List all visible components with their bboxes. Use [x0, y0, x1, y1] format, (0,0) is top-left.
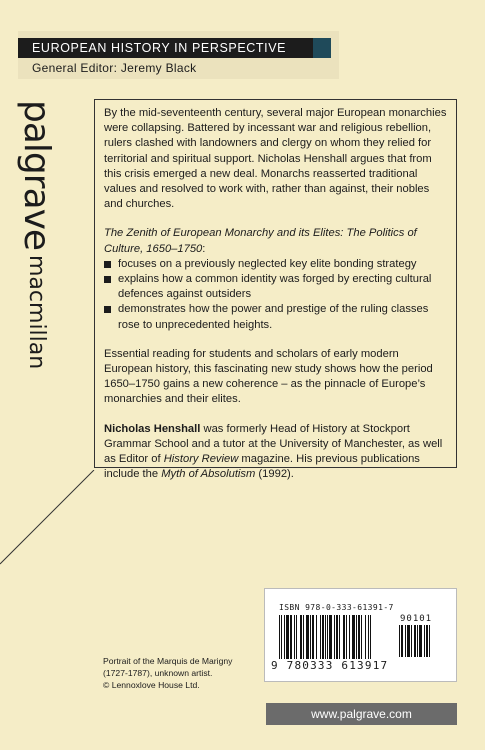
barcode-stripe: [429, 625, 430, 657]
list-item: focuses on a previously neglected key elite bonding strategy: [104, 257, 448, 272]
barcode-stripe: [312, 615, 314, 659]
barcode-stripe: [303, 615, 304, 659]
barcode-stripe: [339, 615, 340, 659]
barcode-stripe: [336, 615, 338, 659]
barcode-stripe: [419, 625, 422, 657]
barcode-stripe: [370, 615, 371, 659]
logo-macmillan: macmillan: [24, 255, 49, 370]
barcode-stripe: [426, 625, 428, 657]
magazine-title: History Review: [163, 453, 239, 466]
website-link[interactable]: www.palgrave.com: [266, 703, 457, 725]
barcode-stripe: [417, 625, 418, 657]
previous-book-title: Myth of Absolutism: [161, 468, 256, 481]
author-bio-text-2: magazine. His previous publications include the: [104, 453, 420, 481]
barcode-stripe: [349, 615, 350, 659]
barcode-stripe: [316, 615, 317, 659]
list-item: explains how a common identity was forged by erecting cultural defences against outsiders: [104, 272, 448, 302]
author-bio-text-1: was formerly Head of History at Stockport Grammar School and a tutor at the University of Manchester, as well as Editor of: [104, 422, 443, 466]
price-code: 90101: [400, 614, 433, 624]
barcode-stripe: [358, 615, 360, 659]
book-title: The Zenith of European Monarchy and its Elites: The Politics of Culture, 1650–1750: [104, 227, 417, 255]
barcode-stripe: [361, 615, 362, 659]
ean-barcode: [279, 615, 395, 659]
barcode-stripe: [414, 625, 416, 657]
diagonal-rule: [0, 470, 100, 570]
barcode-stripe: [334, 615, 335, 659]
barcode-stripe: [325, 615, 326, 659]
isbn-text: ISBN 978-0-333-61391-7: [279, 603, 394, 612]
book-title-line: [104, 226, 448, 256]
barcode-stripe: [279, 615, 280, 659]
book-title-suffix: :: [202, 242, 206, 255]
barcode-stripe: [401, 625, 403, 657]
barcode-stripe: [368, 615, 369, 659]
barcode-stripe: [294, 615, 295, 659]
blurb-intro: By the mid-seventeenth century, several major European monarchies were collapsing. Battered by incessant war and religious rebellion, rulers clashed with landowners and clergy on whom they relied for territorial and spiritual support. Nicholas Henshall argues that from this crisis emerged a new deal. Monarchs reasserted traditional values and resolved to work with, rather than against, their nobles and churches.: [104, 107, 447, 211]
blurb-box: [94, 99, 457, 481]
barcode-stripe: [320, 615, 321, 659]
barcode-stripe: [327, 615, 328, 659]
barcode-stripe: [346, 615, 347, 659]
barcode-stripe: [300, 615, 302, 659]
barcode-stripe: [424, 625, 425, 657]
barcode-stripe: [365, 615, 366, 659]
cover-credit: [103, 655, 232, 691]
credit-line-3: © Lennoxlove House Ltd.: [103, 680, 200, 690]
barcode-box: [264, 588, 457, 682]
barcode-stripe: [352, 615, 355, 659]
barcode-stripe: [284, 615, 285, 659]
barcode-stripe: [286, 615, 289, 659]
author-name: Nicholas Henshall: [104, 422, 201, 435]
ean-number: 9 780333 613917: [271, 659, 389, 672]
logo-palgrave: palgrave: [16, 100, 57, 251]
series-header: [18, 31, 339, 79]
barcode-stripe: [310, 615, 311, 659]
barcode-stripe: [290, 615, 292, 659]
barcode-stripe: [281, 615, 282, 659]
series-title: EUROPEAN HISTORY IN PERSPECTIVE: [18, 38, 330, 58]
author-bio-text-3: (1992).: [255, 468, 294, 481]
barcode-stripe: [329, 615, 332, 659]
feature-list: [104, 257, 448, 333]
blurb-essential: Essential reading for students and scholars of early modern European history, this fascinating new study shows how the period 1650–1750 gains a new coherence – as the pinnacle of Europe’s monarchies and their elites.: [104, 347, 433, 406]
barcode-stripe: [306, 615, 309, 659]
barcode-stripe: [399, 625, 400, 657]
barcode-stripe: [343, 615, 345, 659]
credit-line-2: (1727-1787), unknown artist.: [103, 668, 213, 678]
barcode-stripe: [407, 625, 410, 657]
list-item: demonstrates how the power and prestige of the ruling classes rose to unprecedented heights.: [104, 302, 448, 332]
series-color-swatch: [313, 38, 331, 58]
addon-barcode: [399, 625, 443, 657]
barcode-stripe: [405, 625, 406, 657]
author-bio: [104, 422, 448, 483]
credit-line-1: Portrait of the Marquis de Marigny: [103, 656, 233, 666]
barcode-stripe: [322, 615, 324, 659]
publisher-logo: [16, 100, 57, 370]
barcode-stripe: [296, 615, 297, 659]
barcode-stripe: [356, 615, 357, 659]
barcode-stripe: [411, 625, 412, 657]
series-editor: General Editor: Jeremy Black: [32, 61, 197, 75]
